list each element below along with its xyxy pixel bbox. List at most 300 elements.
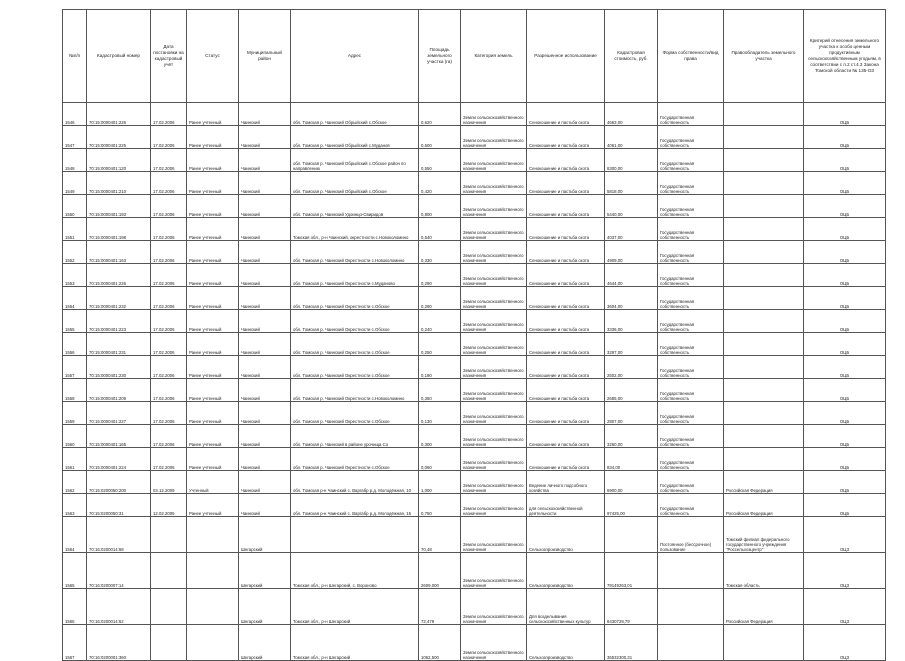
ownership-form-cell: Государственная собственность — [658, 379, 724, 402]
ownership-form-cell: Государственная собственность — [658, 172, 724, 195]
status-cell: Ранее учтенный — [187, 287, 239, 310]
address-cell — [291, 517, 419, 553]
row-number-cell: 1552 — [63, 241, 87, 264]
permitted-use-cell: Сенокошение и пастьба скота — [527, 103, 605, 126]
row-number-cell: 1560 — [63, 425, 87, 448]
permitted-use-cell: Сенокошение и пастьба скота — [527, 448, 605, 471]
table-row — [63, 103, 886, 126]
owner-cell: Российская Федерация — [724, 494, 804, 517]
address-cell: обл. Томская р. Чаинский Обрыйский с.Обское район по направлению — [291, 149, 419, 172]
registration-date-cell: 17.02.2006 — [151, 310, 187, 333]
permitted-use-cell: Для возделывания сельскохозяйственных культур — [527, 589, 605, 625]
land-category-cell: Земли сельскохозяйственного назначения — [461, 379, 527, 402]
status-cell — [187, 589, 239, 625]
owner-cell: Томская область — [724, 553, 804, 589]
header-cell: Разрешенное использование — [527, 10, 605, 103]
row-number-cell: 1565 — [63, 553, 87, 589]
address-cell: обл. Томская р. Чаинский Окрестности с.Новоколомино — [291, 379, 419, 402]
address-cell: обл. Томская р. Чаинский Обрыйский с.Муданов — [291, 126, 419, 149]
owner-cell — [724, 264, 804, 287]
cadastral-number-cell: 70:15:0000401:232 — [87, 287, 151, 310]
row-number-cell: 1561 — [63, 448, 87, 471]
row-number-cell: 1549 — [63, 172, 87, 195]
permitted-use-cell: Сенокошение и пастьба скота — [527, 287, 605, 310]
land-category-cell: Земли сельскохозяйственного назначения — [461, 264, 527, 287]
criterion-cell: ОЦБ — [804, 264, 886, 287]
criterion-cell: ОЦБ — [804, 218, 886, 241]
owner-cell — [724, 356, 804, 379]
ownership-form-cell: Государственная собственность — [658, 126, 724, 149]
cadastral-value-cell: 2685,00 — [605, 379, 658, 402]
address-cell: обл. Томская р-н Чаинский с. Варгабр р.д. Молодёжная, 15 — [291, 494, 419, 517]
criterion-cell: ОЦБ — [804, 448, 886, 471]
ownership-form-cell — [658, 625, 724, 661]
address-cell: обл. Томская р. Чаинский Окрестности с.Обское — [291, 356, 419, 379]
status-cell: Ранее учтенный — [187, 356, 239, 379]
cadastral-value-cell: 3297,00 — [605, 333, 658, 356]
ownership-form-cell: Государственная собственность — [658, 494, 724, 517]
cadastral-number-cell: 70:15:0000401:210 — [87, 172, 151, 195]
permitted-use-cell: Сенокошение и пастьба скота — [527, 172, 605, 195]
area-cell: 0,190 — [419, 356, 461, 379]
registration-date-cell — [151, 517, 187, 553]
cadastral-value-cell: 4644,00 — [605, 264, 658, 287]
criterion-cell: ОЦБ — [804, 494, 886, 517]
land-registry-table — [62, 9, 886, 661]
criterion-cell: ОЦБ — [804, 103, 886, 126]
criterion-cell: ОЦБ — [804, 195, 886, 218]
owner-cell: Российская Федерация — [724, 589, 804, 625]
district-cell: Чаинский — [239, 471, 291, 494]
land-category-cell: Земли сельскохозяйственного назначения — [461, 126, 527, 149]
land-category-cell: Земли сельскохозяйственного назначения — [461, 333, 527, 356]
table-row — [63, 241, 886, 264]
table-row — [63, 333, 886, 356]
row-number-cell: 1559 — [63, 402, 87, 425]
row-number-cell: 1564 — [63, 517, 87, 553]
permitted-use-cell: Сельхозпроизводство — [527, 553, 605, 589]
table-row — [63, 471, 886, 494]
registration-date-cell: 17.02.2006 — [151, 356, 187, 379]
area-cell: 0,330 — [419, 241, 461, 264]
criterion-cell: ОЦБ — [804, 402, 886, 425]
status-cell: Ранее учтенный — [187, 310, 239, 333]
registration-date-cell: 17.02.2006 — [151, 195, 187, 218]
address-cell: обл. Томская р. Чаинский Удоинцо-Свиридов — [291, 195, 419, 218]
district-cell: Шегарский — [239, 517, 291, 553]
row-number-cell: 1547 — [63, 126, 87, 149]
header-row — [63, 10, 886, 103]
table-row — [63, 218, 886, 241]
header-cell: Дата постановки на кадастровый учёт — [151, 10, 187, 103]
area-cell: 0,130 — [419, 402, 461, 425]
cadastral-value-cell: 8430729,79 — [605, 589, 658, 625]
owner-cell — [724, 172, 804, 195]
permitted-use-cell: Сенокошение и пастьба скота — [527, 425, 605, 448]
table-row — [63, 379, 886, 402]
land-category-cell: Земли сельскохозяйственного назначения — [461, 287, 527, 310]
address-cell: обл. Томская р-н Чаинский с. Варгабр р.д. Молодёжная, 10 — [291, 471, 419, 494]
ownership-form-cell: Государственная собственность — [658, 195, 724, 218]
cadastral-value-cell: 2502,00 — [605, 356, 658, 379]
area-cell: 0,540 — [419, 218, 461, 241]
area-cell: 0,300 — [419, 425, 461, 448]
table-row — [63, 625, 886, 661]
cadastral-number-cell: 70:16:0200014:62 — [87, 589, 151, 625]
cadastral-number-cell: 70:15:0000401:230 — [87, 356, 151, 379]
registration-date-cell: 17.02.2006 — [151, 448, 187, 471]
table-row — [63, 589, 886, 625]
table-row — [63, 517, 886, 553]
status-cell: Ранее учтенный — [187, 149, 239, 172]
row-number-cell: 1553 — [63, 264, 87, 287]
cadastral-value-cell: 4909,00 — [605, 241, 658, 264]
address-cell: Томская обл., р-н Шегарский — [291, 589, 419, 625]
permitted-use-cell: Сенокошение и пастьба скота — [527, 356, 605, 379]
cadastral-number-cell: 70:15:0000401:193 — [87, 195, 151, 218]
area-cell: 0,600 — [419, 126, 461, 149]
table-row — [63, 425, 886, 448]
criterion-cell: ОЦБ — [804, 149, 886, 172]
district-cell: Чаинский — [239, 264, 291, 287]
owner-cell — [724, 402, 804, 425]
row-number-cell: 1563 — [63, 494, 87, 517]
land-category-cell: Земли сельскохозяйственного назначения — [461, 103, 527, 126]
criterion-cell: ОЦБ — [804, 333, 886, 356]
cadastral-number-cell: 70:15:0000401:198 — [87, 218, 151, 241]
table-row — [63, 310, 886, 333]
ownership-form-cell: Государственная собственность — [658, 333, 724, 356]
district-cell: Чаинский — [239, 103, 291, 126]
address-cell: обл. Томская р. Чаинский Обрыйский с.Обское — [291, 103, 419, 126]
status-cell — [187, 517, 239, 553]
table-row — [63, 126, 886, 149]
registration-date-cell: 17.02.2006 — [151, 379, 187, 402]
registration-date-cell: 17.02.2006 — [151, 172, 187, 195]
cadastral-number-cell: 70:16:0200001:360 — [87, 625, 151, 661]
district-cell: Шегарский — [239, 589, 291, 625]
cadastral-number-cell: 70:15:0000401:224 — [87, 448, 151, 471]
area-cell: 0,420 — [419, 172, 461, 195]
owner-cell: Российская Федерация — [724, 471, 804, 494]
permitted-use-cell: Сенокошение и пастьба скота — [527, 218, 605, 241]
header-cell: Муниципальный район — [239, 10, 291, 103]
status-cell: Ранее учтенный — [187, 402, 239, 425]
status-cell: Ранее учтенный — [187, 264, 239, 287]
table-row — [63, 264, 886, 287]
district-cell: Чаинский — [239, 333, 291, 356]
land-category-cell: Земли сельскохозяйственного назначения — [461, 218, 527, 241]
permitted-use-cell: Сенокошение и пастьба скота — [527, 379, 605, 402]
address-cell: обл. Томская р. Чаинский Окрестности с.Муданово — [291, 264, 419, 287]
ownership-form-cell: Государственная собственность — [658, 149, 724, 172]
area-cell: 70,48 — [419, 517, 461, 553]
cadastral-number-cell: 70:15:0000401:227 — [87, 402, 151, 425]
criterion-cell: ОЦЗ — [804, 589, 886, 625]
registration-date-cell — [151, 589, 187, 625]
permitted-use-cell: Сельхозпроизводство — [527, 625, 605, 661]
registration-date-cell — [151, 625, 187, 661]
permitted-use-cell: Сенокошение и пастьба скота — [527, 402, 605, 425]
header-cell: Кадастровая стоимость, руб. — [605, 10, 658, 103]
address-cell: обл. Томская р. Чаинский Окрестности с.Обское — [291, 287, 419, 310]
status-cell: Ранее учтенный — [187, 241, 239, 264]
permitted-use-cell: Сенокошение и пастьба скота — [527, 149, 605, 172]
district-cell: Чаинский — [239, 126, 291, 149]
table-row — [63, 553, 886, 589]
cadastral-value-cell: 3336,00 — [605, 310, 658, 333]
ownership-form-cell: Постоянное (бессрочное) пользование — [658, 517, 724, 553]
permitted-use-cell: Сенокошение и пастьба скота — [527, 241, 605, 264]
row-number-cell: 1562 — [63, 471, 87, 494]
address-cell: обл. Томская р. Чаинский Окрестности с.Обское — [291, 448, 419, 471]
cadastral-number-cell: 70:15:0000401:223 — [87, 310, 151, 333]
owner-cell — [724, 333, 804, 356]
district-cell: Чаинский — [239, 149, 291, 172]
status-cell: Ранее учтенный — [187, 218, 239, 241]
header-cell: Площадь земельного участка (га) — [419, 10, 461, 103]
cadastral-number-cell: 70:15:0200050:31 — [87, 494, 151, 517]
land-category-cell: Земли сельскохозяйственного назначения — [461, 494, 527, 517]
cadastral-number-cell: 70:15:0000401:209 — [87, 379, 151, 402]
header-cell: Адрес — [291, 10, 419, 103]
registration-date-cell: 17.02.2006 — [151, 287, 187, 310]
address-cell: обл. Томская р. Чаинский в районе урочища Со — [291, 425, 419, 448]
land-category-cell: Земли сельскохозяйственного назначения — [461, 356, 527, 379]
address-cell: обл. Томская р. Чаинский Обрыйский с.Обское — [291, 172, 419, 195]
address-cell: обл. Томская р. Чаинский Окрестности с.Обское — [291, 402, 419, 425]
district-cell: Чаинский — [239, 172, 291, 195]
header-cell: Категория земель — [461, 10, 527, 103]
table-row — [63, 448, 886, 471]
area-cell: 0,550 — [419, 149, 461, 172]
registration-date-cell: 17.02.2006 — [151, 126, 187, 149]
cadastral-number-cell: 70:15:0000401:225 — [87, 126, 151, 149]
cadastral-number-cell: 70:15:0000401:226 — [87, 103, 151, 126]
status-cell — [187, 625, 239, 661]
status-cell: Ранее учтенный — [187, 448, 239, 471]
owner-cell — [724, 241, 804, 264]
ownership-form-cell: Государственная собственность — [658, 218, 724, 241]
owner-cell — [724, 448, 804, 471]
area-cell: 0,800 — [419, 195, 461, 218]
owner-cell: Томский филиал федерального государственного учреждения "Россельхозцентр" — [724, 517, 804, 553]
registration-date-cell: 17.02.2006 — [151, 218, 187, 241]
permitted-use-cell: Ведение личного подсобного хозяйства — [527, 471, 605, 494]
row-number-cell: 1555 — [63, 310, 87, 333]
registration-date-cell: 17.02.2006 — [151, 264, 187, 287]
cadastral-value-cell: 6300,00 — [605, 149, 658, 172]
district-cell: Чаинский — [239, 218, 291, 241]
cadastral-number-cell: 70:15:0000401:163 — [87, 241, 151, 264]
ownership-form-cell: Государственная собственность — [658, 425, 724, 448]
cadastral-value-cell: 79149263,01 — [605, 553, 658, 589]
criterion-cell: ОЦБ — [804, 172, 886, 195]
status-cell: Ранее учтенный — [187, 195, 239, 218]
table-row — [63, 172, 886, 195]
land-category-cell: Земли сельскохозяйственного назначения — [461, 625, 527, 661]
area-cell: 72,479 — [419, 589, 461, 625]
owner-cell — [724, 379, 804, 402]
land-category-cell: Земли сельскохозяйственного назначения — [461, 195, 527, 218]
table-row — [63, 195, 886, 218]
cadastral-number-cell: 70:16:0200007:14 — [87, 553, 151, 589]
permitted-use-cell: Сельхозпроизводство — [527, 517, 605, 553]
area-cell: 1,000 — [419, 471, 461, 494]
ownership-form-cell: Государственная собственность — [658, 310, 724, 333]
cadastral-number-cell: 70:15:0000401:120 — [87, 149, 151, 172]
ownership-form-cell: Государственная собственность — [658, 471, 724, 494]
table-row — [63, 494, 886, 517]
status-cell: Ранее учтенный — [187, 425, 239, 448]
cadastral-value-cell: 4037,00 — [605, 218, 658, 241]
ownership-form-cell: Государственная собственность — [658, 448, 724, 471]
area-cell: 0,290 — [419, 264, 461, 287]
header-cell: Правообладатель земельного участка — [724, 10, 804, 103]
criterion-cell: ОЦЗ — [804, 625, 886, 661]
row-number-cell: 1546 — [63, 103, 87, 126]
cadastral-number-cell: 70:15:0000401:165 — [87, 425, 151, 448]
registration-date-cell: 17.02.2006 — [151, 402, 187, 425]
land-category-cell: Земли сельскохозяйственного назначения — [461, 425, 527, 448]
owner-cell — [724, 310, 804, 333]
criterion-cell: ОЦБ — [804, 471, 886, 494]
registration-date-cell: 17.02.2006 — [151, 333, 187, 356]
area-cell: 0,240 — [419, 310, 461, 333]
district-cell: Чаинский — [239, 448, 291, 471]
ownership-form-cell — [658, 553, 724, 589]
registration-date-cell: 17.02.2006 — [151, 103, 187, 126]
permitted-use-cell: Сенокошение и пастьба скота — [527, 310, 605, 333]
land-category-cell: Земли сельскохозяйственного назначения — [461, 553, 527, 589]
land-category-cell: Земли сельскохозяйственного назначения — [461, 149, 527, 172]
criterion-cell: ОЦБ — [804, 126, 886, 149]
registration-date-cell: 12.02.2005 — [151, 494, 187, 517]
header-cell: Кадастровый номер — [87, 10, 151, 103]
land-category-cell: Земли сельскохозяйственного назначения — [461, 172, 527, 195]
table-row — [63, 356, 886, 379]
ownership-form-cell: Государственная собственность — [658, 356, 724, 379]
area-cell: 0,620 — [419, 103, 461, 126]
table-row — [63, 149, 886, 172]
area-cell: 0,750 — [419, 494, 461, 517]
area-cell: 0,350 — [419, 379, 461, 402]
land-category-cell: Земли сельскохозяйственного назначения — [461, 471, 527, 494]
row-number-cell: 1557 — [63, 356, 87, 379]
registration-date-cell: 03.12.2009 — [151, 471, 187, 494]
area-cell: 0,060 — [419, 448, 461, 471]
address-cell: обл. Томская р. Чаинский Окрестности с.Новоколомино — [291, 241, 419, 264]
cadastral-value-cell: 6900,00 — [605, 471, 658, 494]
area-cell: 0,250 — [419, 333, 461, 356]
row-number-cell: 1551 — [63, 218, 87, 241]
criterion-cell: ОЦБ — [804, 241, 886, 264]
ownership-form-cell: Государственная собственность — [658, 103, 724, 126]
cadastral-value-cell: 4061,00 — [605, 126, 658, 149]
district-cell: Шегарский — [239, 553, 291, 589]
status-cell: Ранее учтенный — [187, 333, 239, 356]
cadastral-value-cell: 3260,00 — [605, 425, 658, 448]
owner-cell — [724, 149, 804, 172]
criterion-cell: ОЦБ — [804, 310, 886, 333]
cadastral-number-cell: 70:15:0200050:200 — [87, 471, 151, 494]
district-cell: Чаинский — [239, 356, 291, 379]
criterion-cell: ОЦБ — [804, 287, 886, 310]
cadastral-value-cell: 3604,00 — [605, 287, 658, 310]
owner-cell — [724, 287, 804, 310]
permitted-use-cell: Сенокошение и пастьба скота — [527, 126, 605, 149]
district-cell: Чаинский — [239, 310, 291, 333]
owner-cell — [724, 625, 804, 661]
owner-cell — [724, 103, 804, 126]
address-cell: Томская обл., р-н Чаинский, окрестности с.Новоколомино — [291, 218, 419, 241]
owner-cell — [724, 218, 804, 241]
status-cell: Учтенный — [187, 471, 239, 494]
row-number-cell: 1548 — [63, 149, 87, 172]
cadastral-value-cell: 2807,00 — [605, 402, 658, 425]
header-cell: Критерий отнесения земельного участка к особо ценным продуктивным сельскохозяйственным угодьям, в соответствии с п.2 ст.4.3 Закона Томской области № 135-ОЗ — [804, 10, 886, 103]
status-cell: Ранее учтенный — [187, 172, 239, 195]
land-category-cell: Земли сельскохозяйственного назначения — [461, 310, 527, 333]
criterion-cell: ОЦБ — [804, 356, 886, 379]
land-category-cell: Земли сельскохозяйственного назначения — [461, 589, 527, 625]
ownership-form-cell — [658, 589, 724, 625]
area-cell: 2609,000 — [419, 553, 461, 589]
district-cell: Чаинский — [239, 379, 291, 402]
criterion-cell: ОЦБ — [804, 425, 886, 448]
cadastral-value-cell: 4663,00 — [605, 103, 658, 126]
owner-cell — [724, 425, 804, 448]
district-cell: Шегарский — [239, 625, 291, 661]
district-cell: Чаинский — [239, 494, 291, 517]
cadastral-value-cell: 97425,00 — [605, 494, 658, 517]
district-cell: Чаинский — [239, 241, 291, 264]
owner-cell — [724, 126, 804, 149]
permitted-use-cell: Сенокошение и пастьба скота — [527, 333, 605, 356]
address-cell: обл. Томская р. Чаинский Окрестности с.Обское — [291, 310, 419, 333]
cadastral-value-cell: 5818,00 — [605, 172, 658, 195]
row-number-cell: 1567 — [63, 625, 87, 661]
header-cell: №п/п — [63, 10, 87, 103]
status-cell: Ранее учтенный — [187, 103, 239, 126]
district-cell: Чаинский — [239, 195, 291, 218]
district-cell: Чаинский — [239, 287, 291, 310]
district-cell: Чаинский — [239, 402, 291, 425]
cadastral-value-cell — [605, 517, 658, 553]
owner-cell — [724, 195, 804, 218]
table-row — [63, 287, 886, 310]
ownership-form-cell: Государственная собственность — [658, 241, 724, 264]
permitted-use-cell: Сенокошение и пастьба скота — [527, 264, 605, 287]
registration-date-cell — [151, 553, 187, 589]
row-number-cell: 1556 — [63, 333, 87, 356]
area-cell: 1062,500 — [419, 625, 461, 661]
permitted-use-cell: для сельскохозяйственной деятельности — [527, 494, 605, 517]
header-cell: Статус — [187, 10, 239, 103]
status-cell: Ранее учтенный — [187, 126, 239, 149]
table-row — [63, 402, 886, 425]
land-category-cell: Земли сельскохозяйственного назначения — [461, 448, 527, 471]
criterion-cell: ОЦЗ — [804, 517, 886, 553]
status-cell — [187, 553, 239, 589]
registration-date-cell: 17.02.2006 — [151, 425, 187, 448]
district-cell: Чаинский — [239, 425, 291, 448]
permitted-use-cell: Сенокошение и пастьба скота — [527, 195, 605, 218]
cadastral-number-cell: 70:16:0200014:68 — [87, 517, 151, 553]
status-cell: Ранее учтенный — [187, 379, 239, 402]
land-category-cell: Земли сельскохозяйственного назначения — [461, 402, 527, 425]
registration-date-cell: 17.02.2006 — [151, 241, 187, 264]
